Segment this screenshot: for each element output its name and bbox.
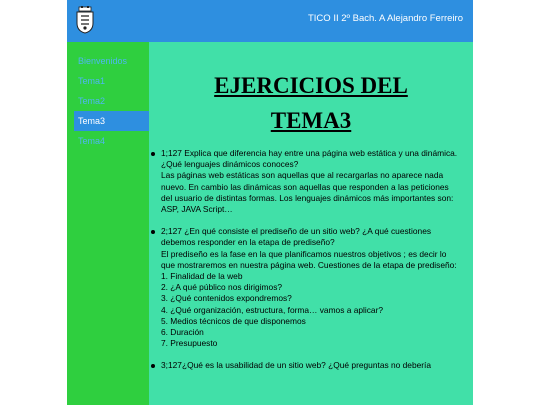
- list-item: [161, 226, 473, 349]
- list-item: [161, 360, 473, 371]
- question-line: 2;127 ¿En qué consiste el prediseño de un sitio web? ¿A qué cuestiones: [161, 226, 432, 237]
- bullet-icon: [151, 364, 155, 368]
- page-title-line1: EJERCICIOS DEL: [214, 73, 408, 98]
- answer-line: Las páginas web estáticas son aquellas que al recargarlas no aparece nada: [161, 170, 444, 181]
- answer-line: 6. Duración: [161, 327, 204, 338]
- answer-line: 7. Presupuesto: [161, 338, 218, 349]
- answer-line: 2. ¿A qué público nos dirigimos?: [161, 282, 283, 293]
- answer-line: 3. ¿Qué contenidos expondremos?: [161, 293, 292, 304]
- question-line: 3;127¿Qué es la usabilidad de un sitio web? ¿Qué preguntas no debería: [161, 360, 432, 371]
- answer-line: 1. Finalidad de la web: [161, 271, 243, 282]
- answer-line: El prediseño es la fase en la que planificamos nuestros objetivos ; es decir lo: [161, 248, 447, 259]
- bullet-icon: [151, 152, 155, 156]
- sidebar-item-bienvenidos[interactable]: Bienvenidos: [78, 56, 128, 66]
- page-title: [149, 68, 473, 138]
- header-bar: [67, 0, 473, 42]
- sidebar-item-tema4[interactable]: Tema4: [78, 136, 106, 146]
- bullet-icon: [151, 230, 155, 234]
- question-line: ¿Qué lenguajes dinámicos conoces?: [161, 159, 299, 170]
- main-content: [149, 42, 473, 405]
- sidebar-nav: [67, 42, 149, 151]
- answer-line: del usuario de distintas formas. Los lenguajes dinámicos más importantes son:: [161, 192, 454, 203]
- header-title: TICO II 2º Bach. A Alejandro Ferreiro: [307, 13, 463, 24]
- answer-line: que mostraremos en nuestra página web. Cuestiones de la etapa de prediseño:: [161, 259, 457, 270]
- sidebar-item-tema3[interactable]: Tema3: [74, 111, 149, 131]
- school-crest-icon: [75, 6, 95, 34]
- question-line: debemos responder en la etapa de prediseño?: [161, 237, 335, 248]
- page-title-line2: TEMA3: [270, 108, 352, 133]
- list-item: [161, 148, 473, 215]
- question-line: 1;127 Explica que diferencia hay entre una página web estática y una dinámica.: [161, 148, 458, 158]
- answer-line: ASP, JAVA Script…: [161, 204, 233, 215]
- questions-list: [149, 148, 473, 372]
- answer-line: 5. Medios técnicos de que disponemos: [161, 315, 306, 326]
- sidebar-item-tema1[interactable]: Tema1: [78, 76, 106, 86]
- answer-line: nuevo. En cambio las dinámicas son aquellas que responden a las peticiones: [161, 181, 449, 192]
- answer-line: 4. ¿Qué organización, estructura, forma… vamos a aplicar?: [161, 304, 384, 315]
- sidebar: [67, 42, 149, 405]
- sidebar-item-tema2[interactable]: Tema2: [78, 96, 106, 106]
